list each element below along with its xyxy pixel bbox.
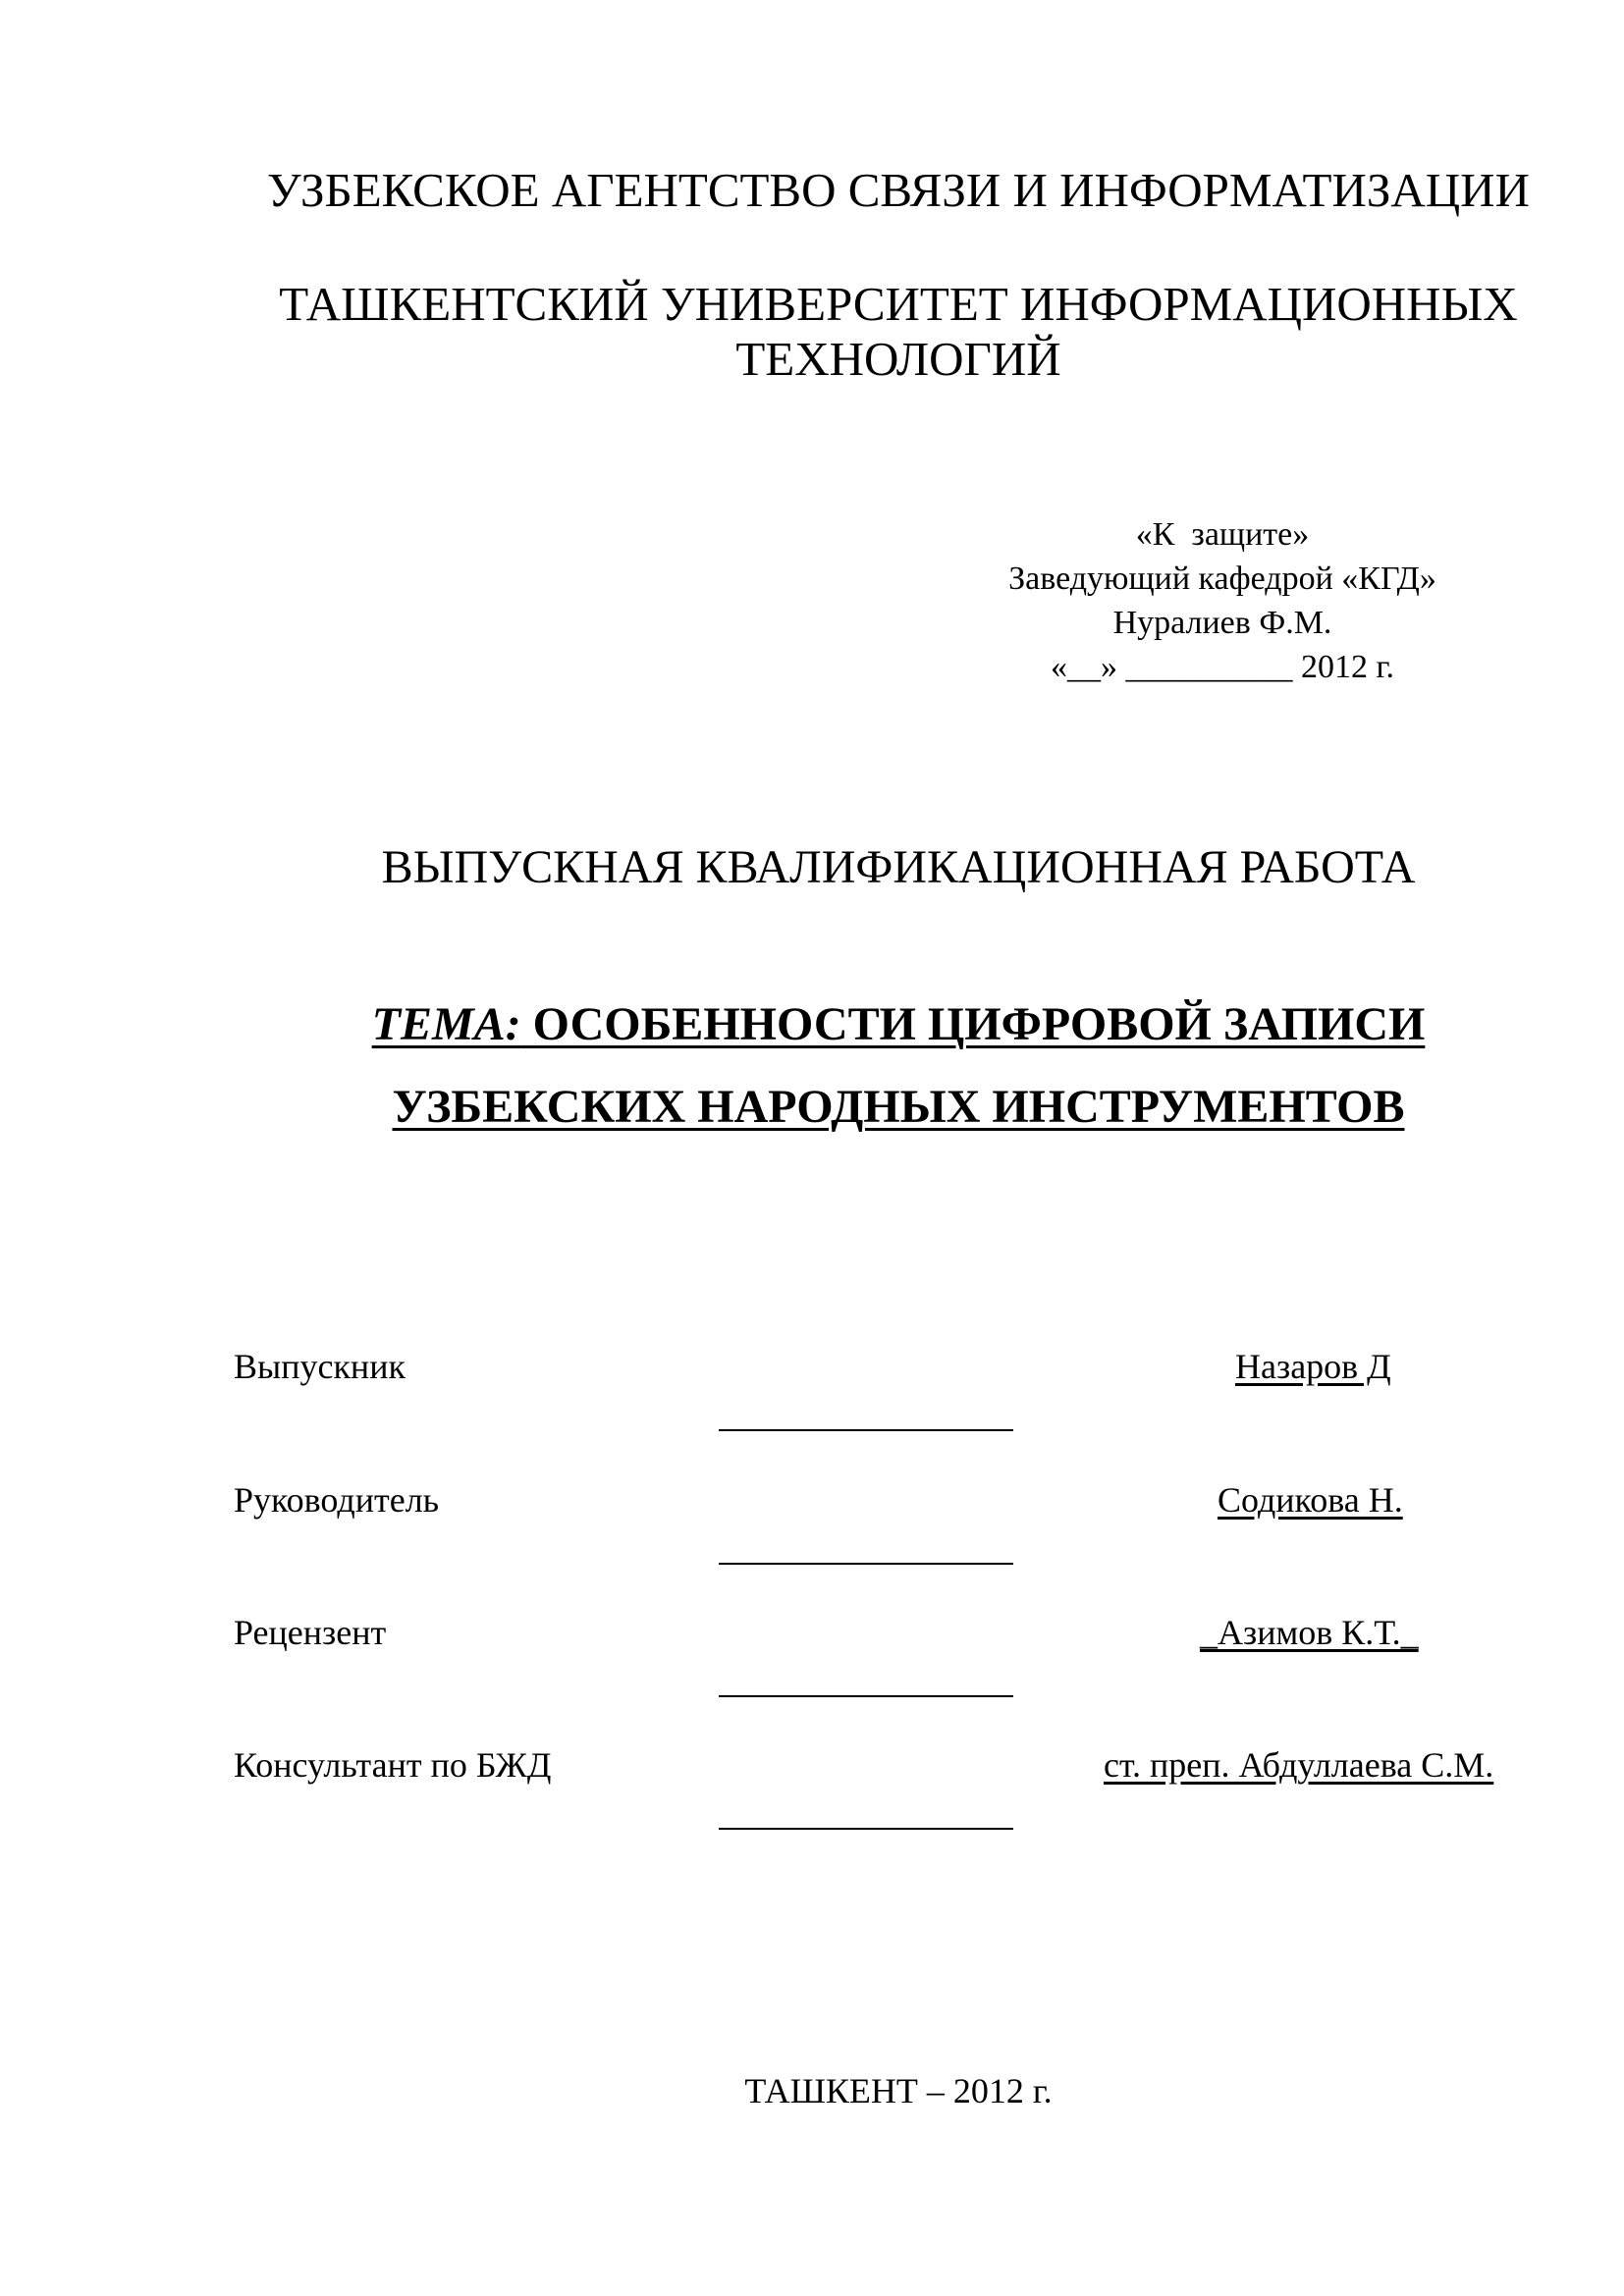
signature-name-graduate: Назаров Д — [1235, 1347, 1391, 1386]
approval-block — [972, 512, 1473, 689]
university-title — [0, 277, 1624, 387]
university-title-line-1: ТАШКЕНТСКИЙ УНИВЕРСИТЕТ ИНФОРМАЦИОННЫХ — [279, 277, 1518, 331]
signature-name-supervisor: Содикова Н. — [1218, 1480, 1403, 1520]
topic-line-1 — [0, 984, 1624, 1066]
university-title-line-2: ТЕХНОЛОГИЙ — [735, 332, 1061, 386]
signature-line-graduate — [719, 1429, 1013, 1431]
signature-role-reviewer: Рецензент — [234, 1613, 387, 1652]
signature-role-supervisor: Руководитель — [234, 1480, 440, 1520]
signature-role-graduate: Выпускник — [234, 1347, 406, 1386]
signature-line-reviewer — [719, 1695, 1013, 1697]
topic-line-2: УЗБЕКСКИХ НАРОДНЫХ ИНСТРУМЕНТОВ — [392, 1081, 1405, 1133]
approval-line-1: «К защите» — [1135, 516, 1310, 553]
agency-title: УЗБЕКСКОЕ АГЕНТСТВО СВЯЗИ И ИНФОРМАТИЗАЦИИ — [267, 163, 1530, 217]
approval-line-4: «__» __________ 2012 г. — [1050, 649, 1395, 685]
topic-block — [0, 984, 1624, 1148]
city-year-footer: ТАШКЕНТ – 2012 г. — [744, 2071, 1053, 2110]
signature-line-supervisor — [719, 1563, 1013, 1565]
approval-line-2: Заведующий кафедрой «КГД» — [1008, 561, 1436, 597]
signature-line-safety-consultant — [719, 1828, 1013, 1830]
approval-line-3: Нуралиев Ф.М. — [1112, 605, 1332, 641]
work-type-title: ВЫПУСКНАЯ КВАЛИФИКАЦИОННАЯ РАБОТА — [381, 841, 1416, 893]
topic-label: ТЕМА: — [371, 998, 521, 1050]
signature-name-reviewer: _Азимов К.Т._ — [1200, 1613, 1419, 1652]
signature-role-safety-consultant: Консультант по БЖД — [234, 1745, 552, 1785]
topic-title-part-1: ОСОБЕННОСТИ ЦИФРОВОЙ ЗАПИСИ — [520, 998, 1426, 1050]
signature-name-safety-consultant: ст. преп. Абдуллаева С.М. — [1104, 1745, 1494, 1785]
